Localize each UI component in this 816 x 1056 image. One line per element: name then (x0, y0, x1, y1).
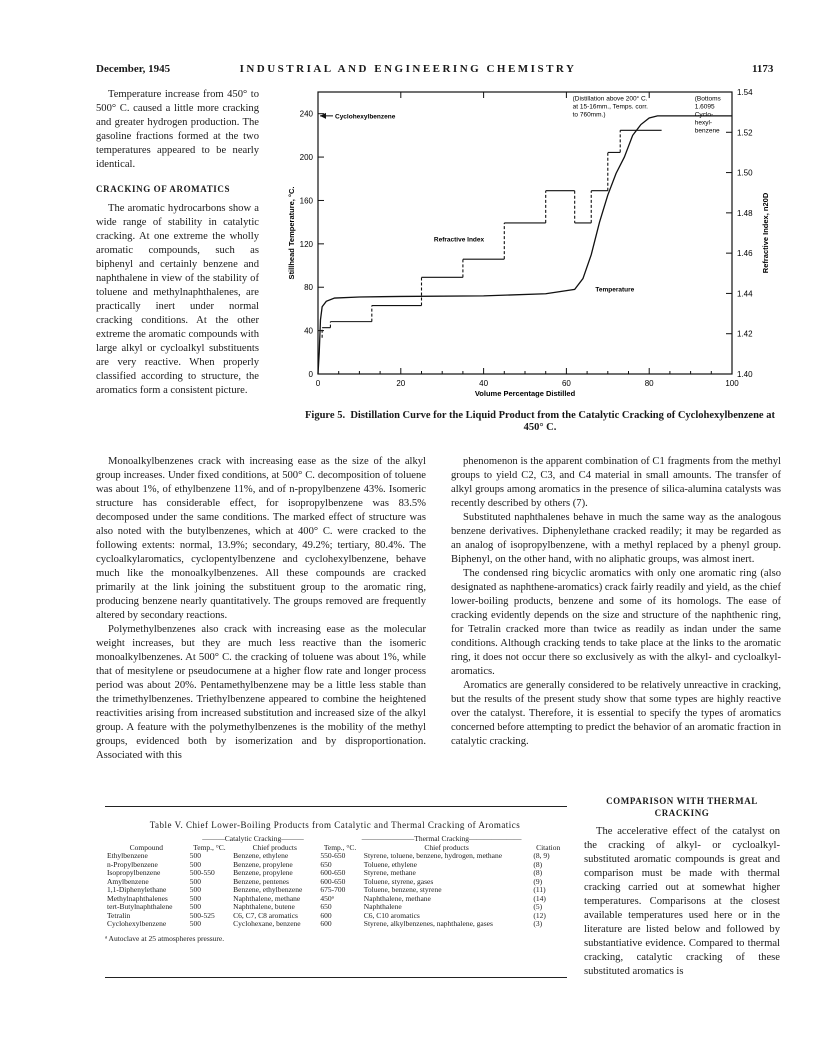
plot-frame (318, 92, 732, 374)
table-cell: Toluene, benzene, styrene (363, 885, 442, 894)
y2-tick-label: 1.50 (737, 168, 753, 178)
body-paragraph: Aromatics are generally considered to be relatively unreactive in cracking, but the results of the present study show that some types are highly reactive over the catalyst. Therefore, it is essential to specify the types of aromatics concerned before attempting to predict the behavior of an aromatic fraction in catalytic cracking. (451, 680, 781, 747)
table-row (105, 886, 565, 895)
body-paragraph: phenomenon is the apparent combination of C1 fragments from the methyl groups to yield C2, C3, and C4 material in small amounts. The transfer of alkyl groups among aromatics in the presence of silica-alumina catalysts was recently described by others (7). (451, 456, 781, 509)
intro-paragraph: Temperature increase from 450° to 500° C. caused a little more cracking and greater hydrogen production. The gasoline fractions formed at the two temperatures appeared to be nearly identical. (96, 89, 259, 170)
table-cell: (12) (533, 910, 546, 920)
table-cell: Benzene, pentenes (233, 876, 289, 886)
x-tick-label: 20 (396, 379, 406, 388)
y-tick-label: 80 (304, 283, 313, 293)
table-cell: Amylbenzene (107, 876, 149, 886)
table-cell: 600 (320, 910, 332, 920)
table-cell: Benzene, ethylene (233, 851, 289, 860)
distillation-note: to 760mm.) (572, 111, 606, 119)
table-v (105, 820, 565, 943)
thermal-group-header: ———————Thermal Cracking——————— (361, 834, 522, 843)
table-cell: 550-650 (320, 851, 346, 860)
table-cell: Ethylbenzene (107, 851, 148, 860)
table-cell: (8) (533, 859, 543, 869)
table-cell: Tetralin (107, 910, 131, 920)
temperature-line (318, 116, 732, 374)
x-tick-label: 40 (479, 379, 489, 388)
col-header: Chief products (252, 842, 297, 852)
y-tick-label: 200 (299, 153, 313, 163)
table-cell: 675-700 (320, 885, 346, 894)
table-cell: 500-550 (189, 868, 215, 877)
intro-text (96, 88, 259, 398)
right-column-top (451, 455, 781, 749)
y-tick-label: 40 (304, 326, 313, 336)
left-column (96, 455, 426, 763)
col-header: Chief products (424, 842, 469, 852)
table-cell: (8, 9) (533, 851, 550, 860)
table-cell: Cyclohexylbenzene (107, 919, 167, 928)
table-bottom-rule (105, 977, 567, 978)
y2-tick-label: 1.48 (737, 208, 753, 218)
table-cell: C6, C10 aromatics (363, 910, 420, 920)
y2-tick-label: 1.42 (737, 329, 753, 339)
temperature-label: Temperature (595, 286, 635, 294)
table-cell: n-Propylbenzene (107, 859, 158, 869)
table-cell: Isopropylbenzene (107, 868, 161, 877)
table-row (105, 920, 565, 929)
bottoms-note: (Bottoms (694, 95, 721, 103)
y2-axis-label: Refractive Index, n20D (761, 192, 770, 274)
table-cell: tert-Butylnaphthalene (107, 902, 173, 911)
table-cell: Naphthalene, methane (363, 893, 431, 903)
table-footnote: ª Autoclave at 25 atmospheres pressure. (105, 933, 225, 943)
x-tick-label: 80 (644, 379, 654, 388)
x-tick-label: 0 (315, 379, 321, 388)
table-cell: Benzene, propylene (233, 859, 293, 869)
table-cell: Styrene, methane (363, 868, 416, 877)
body-paragraph: Polymethylbenzenes also crack with increasing ease as the molecular weight increases, but they are much less reactive than the isomeric monoalkylbenzenes. At 500° C. the cracking of toluene was about 1%, while that of mesitylene or pseudocumene at a higher flow rate and longer process period was about 20%. Pentamethylbenzene may be a little less stable than the trimethylbenzenes. Triethylbenzene appeared to combine the heightened reactivities arising from increased substitution and increased size of the alkyl group. A feature with the polymethylbenzenes is the mobility of the methyl groups, evidenced both by isomerization and by disproportionation. Associated with this (96, 624, 426, 761)
journal-title: INDUSTRIAL AND ENGINEERING CHEMISTRY (239, 63, 577, 75)
table-cell: (14) (533, 893, 546, 903)
y-axis-label: Stillhead Temperature, °C. (287, 186, 296, 280)
x-tick-label: 60 (561, 379, 571, 388)
x-axis-label: Volume Percentage Distilled (474, 389, 576, 398)
y2-tick-label: 1.46 (737, 249, 753, 259)
table-cell: 500 (189, 859, 201, 869)
distillation-note: (Distillation above 200° C. (572, 95, 648, 103)
body-paragraph: Substituted naphthalenes behave in much the same way as the analogous benzene derivatives. Diphenylethane cracked readily; it may be regarded as an analog of isopropylbenzene, with a methyl replaced by a phenyl group. Biphenyl, on the other hand, with no aliphatic groups, was almost inert. (451, 512, 781, 565)
table-row (105, 903, 565, 912)
cyclohexylbenzene-right-label: Cyclo- (694, 111, 714, 119)
thermal-comparison-section (584, 795, 780, 979)
body-paragraph: Monoalkylbenzenes crack with increasing ease as the size of the alkyl group increases. Under fixed conditions, at 500° C. decomposition of toluene was about 1%, of ethylbenzene 11%, and of n-propylbenzene 43%. Isomeric structure has considerable effect, for isopropylbenzene was 83.5% decomposed under the same conditions. The marked effect of structure was also noted with the butylbenzenes, which at 400° C. were cracked to the following extents: normal, 13.9%; secondary, 49.2%; tertiary, 80.4%. The cycloalkylaromatics, cyclopentylbenzene and cyclohexylbenzene, behave much like the monoalkylbenzenes. All these compounds are cracked primarily at the link joining the substituent group to the aromatic ring, producing benzene nearly quantitatively. The groups removed are frequently altered by secondary reactions. (96, 456, 426, 621)
table-cell: 500 (189, 902, 201, 911)
y2-tick-label: 1.40 (737, 370, 753, 379)
table-cell: (11) (533, 885, 546, 894)
table-cell: Naphthalene, methane (233, 893, 301, 903)
figure-caption-text: Distillation Curve for the Liquid Product from the Catalytic Cracking of Cyclohexylbenzene at 450° C. (350, 410, 775, 433)
table-cell: Toluene, ethylene (363, 859, 417, 869)
table-row (105, 852, 565, 861)
col-header: Compound (129, 842, 164, 852)
body-paragraph: The accelerative effect of the catalyst on the cracking of alkyl- or cycloalkyl-substituted aromatic compounds is great and comparison must be made with thermal cracking carried out at somewhat higher temperatures. Comparisons at the closest available temperatures used here or in the literature are listed below and followed by substantiative evidence. Compared to thermal cracking, catalytic cracking of these substituted aromatics is (584, 826, 780, 977)
x-tick-label: 100 (725, 379, 739, 388)
table-cell: 650 (320, 902, 332, 911)
y2-tick-label: 1.44 (737, 289, 753, 299)
table-cell: (8) (533, 868, 543, 877)
cyclohexylbenzene-right-label: benzene (694, 127, 720, 135)
table-cell: 500 (189, 851, 201, 860)
table-cell: Naphthalene (363, 902, 402, 911)
section-heading: CRACKING OF AROMATICS (96, 184, 231, 194)
table-cell: Benzene, propylene (233, 868, 293, 877)
table-cell: 1,1-Diphenylethane (107, 885, 167, 894)
bottoms-note: 1.6095 (694, 103, 715, 111)
section-heading: COMPARISON WITH THERMAL CRACKING (606, 796, 758, 818)
table-cell: 500-525 (189, 910, 215, 920)
y-tick-label: 160 (299, 196, 313, 206)
figure-label: Figure 5. (305, 410, 346, 421)
intro-paragraph-aromatics: The aromatic hydrocarbons show a wide range of stability in catalytic cracking. At one extreme the wholly aromatic compounds, such as biphenyl and certainly benzene and naphthalene in view of the stability of toluene and methylnaphthalenes, are practically inert under normal cracking conditions. At the other extreme the aromatic compounds with large alkyl or cycloalkyl substituents are very reactive. When properly classified according to structure, the aromatics form a consistent picture. (96, 203, 259, 396)
table-cell: Methylnaphthalenes (107, 893, 168, 903)
col-header: Citation (536, 842, 561, 852)
catalytic-group-header: ———Catalytic Cracking——— (202, 834, 304, 843)
table-cell: Cyclohexane, benzene (233, 919, 301, 928)
table-title: Table V. Chief Lower-Boiling Products from Catalytic and Thermal Cracking of Aromatics (149, 820, 521, 830)
refractive-index-label: Refractive Index (433, 236, 485, 244)
table-row (105, 912, 565, 921)
table-cell: 600-650 (320, 876, 346, 886)
y2-tick-label: 1.52 (737, 128, 753, 138)
col-header: Temp., °C. (323, 842, 357, 852)
table-cell: (3) (533, 919, 543, 928)
y-tick-label: 0 (308, 370, 313, 379)
y-tick-label: 120 (299, 239, 313, 249)
figure-caption (300, 410, 780, 434)
cyclohexylbenzene-left-label: Cyclohexylbenzene (335, 113, 396, 121)
page-number: 1173 (752, 63, 774, 75)
table-cell: Naphthalene, butene (233, 902, 295, 911)
col-header: Temp., °C. (193, 842, 226, 852)
table-cell: 500 (189, 885, 201, 894)
cyclohexylbenzene-right-label: hexyl- (694, 119, 713, 127)
table-top-rule (105, 806, 567, 807)
table-cell: Styrene, alkylbenzenes, naphthalene, gases (363, 919, 493, 928)
y2-tick-label: 1.54 (737, 88, 753, 97)
table-cell: 500 (189, 876, 201, 886)
table-row (105, 895, 565, 904)
table-cell: Benzene, ethylbenzene (233, 885, 303, 894)
body-paragraph: The condensed ring bicyclic aromatics with only one aromatic ring (also designated as naphthene-aromatics) crack fairly readily and yield, as the chief lower-boiling products, benzene and some of its homologs. The ease of cracking evidently depends on the size and structure of the naphthenic ring, for Tetralin cracked more than twice as readily as indan under the same conditions. Although cracking tends to take place at the links to the aromatic ring, it does not occur there so exclusively as with the alkyl- and cycloalkyl- aromatics. (451, 568, 781, 677)
table-cell: 500 (189, 919, 201, 928)
table-cell: (5) (533, 902, 543, 911)
table-cell: C6, C7, C8 aromatics (233, 910, 298, 920)
distillation-note: at 15-16mm., Temps. corr. (572, 103, 649, 111)
running-date: December, 1945 (96, 63, 171, 75)
table-cell: Styrene, toluene, benzene, hydrogen, methane (363, 851, 503, 860)
table-cell: 450ª (320, 893, 334, 903)
table-cell: 500 (189, 893, 201, 903)
distillation-chart (270, 82, 785, 407)
table-cell: Toluene, styrene, gases (363, 876, 434, 886)
products-table (105, 835, 565, 929)
table-cell: (9) (533, 876, 543, 886)
table-cell: 600-650 (320, 868, 346, 877)
table-cell: 650 (320, 859, 332, 869)
y-tick-label: 240 (299, 109, 313, 119)
table-cell: 600 (320, 919, 332, 928)
